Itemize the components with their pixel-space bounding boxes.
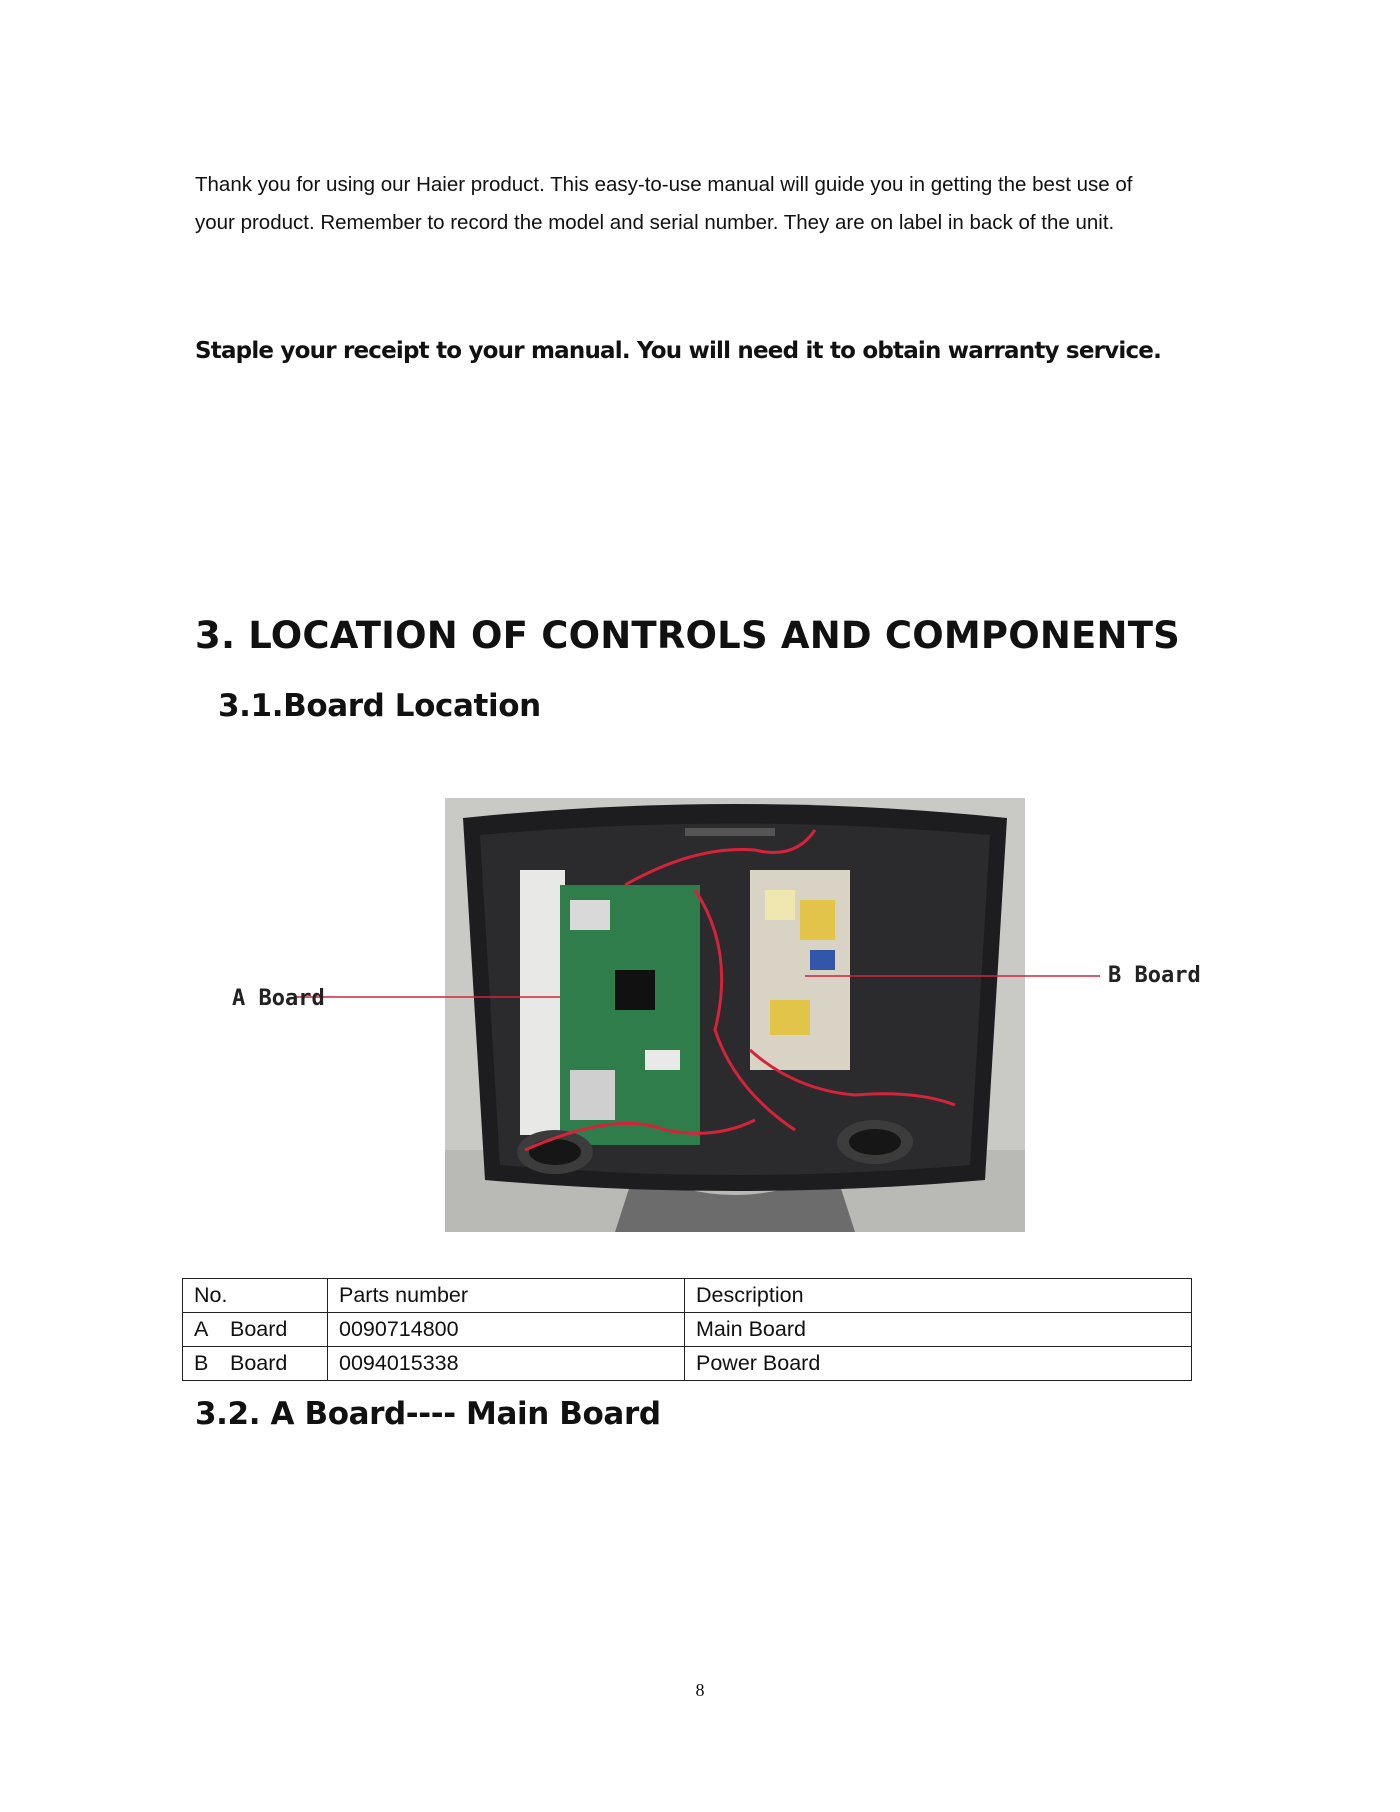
table-row [183, 1347, 1192, 1381]
board-letter: A [194, 1317, 209, 1341]
cell-parts-number: 0094015338 [328, 1347, 685, 1381]
table-header-row [183, 1279, 1192, 1313]
header-no: No. [183, 1279, 328, 1313]
board-unit: Board [230, 1351, 288, 1375]
cell-parts-number: 0090714800 [328, 1313, 685, 1347]
cell-no [183, 1313, 328, 1347]
warranty-notice: Staple your receipt to your manual. You will need it to obtain warranty service. [195, 338, 1162, 364]
cell-description: Main Board [685, 1313, 1192, 1347]
subsection-board-location: 3.1.Board Location [218, 688, 541, 724]
subsection-main-board: 3.2. A Board---- Main Board [195, 1396, 661, 1432]
board-location-photo [195, 750, 1205, 1240]
cell-no [183, 1347, 328, 1381]
page-number: 8 [695, 1680, 705, 1700]
intro-line-1: Thank you for using our Haier product. This easy-to-use manual will guide you in getting the best use of [195, 173, 1133, 196]
section-title: 3. LOCATION OF CONTROLS AND COMPONENTS [195, 614, 1180, 657]
tv-interior-illustration [195, 750, 1205, 1240]
header-description: Description [685, 1279, 1192, 1313]
board-letter: B [194, 1351, 209, 1375]
board-unit: Board [230, 1317, 288, 1341]
intro-paragraph [195, 166, 1255, 242]
parts-table [182, 1278, 1192, 1381]
cell-description: Power Board [685, 1347, 1192, 1381]
intro-line-2: your product. Remember to record the model and serial number. They are on label in back of the unit. [195, 211, 1115, 234]
header-parts-number: Parts number [328, 1279, 685, 1313]
callout-b-board: B Board [1108, 963, 1201, 988]
table-row [183, 1313, 1192, 1347]
callout-a-board: A Board [232, 986, 325, 1011]
